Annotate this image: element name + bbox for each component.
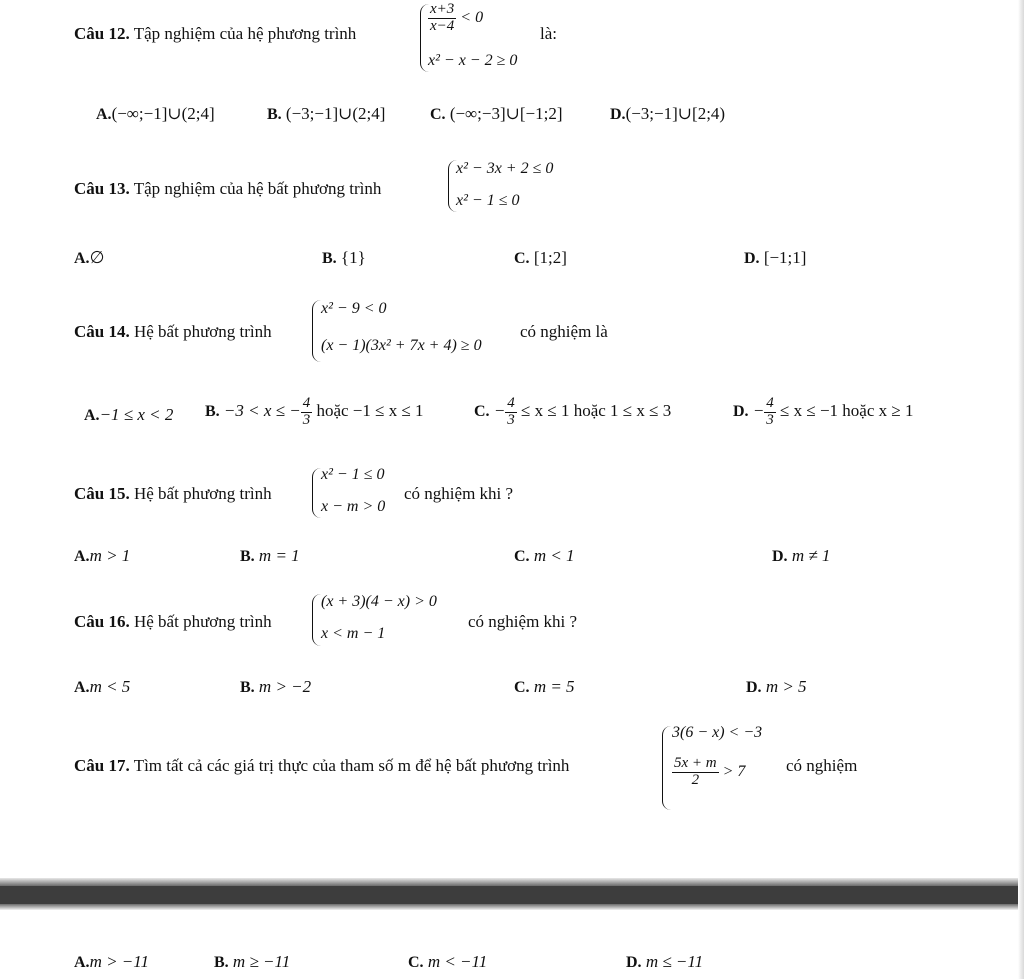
q15-option-c[interactable]: C. m < 1 <box>514 546 575 565</box>
question-text: Hệ bất phương trình <box>133 484 272 503</box>
system-line-2: x² − x − 2 ≥ 0 <box>428 52 518 69</box>
q17-option-a[interactable]: A.m > −11 <box>74 952 150 971</box>
system-line-1: (x + 3)(4 − x) > 0 <box>321 593 437 610</box>
q16-option-b[interactable]: B. m > −2 <box>240 677 312 696</box>
q13-option-b[interactable]: B. {1} <box>322 248 366 267</box>
system-brace <box>312 468 321 518</box>
question-text: Tập nghiệm của hệ bất phương trình <box>133 179 382 198</box>
system-brace <box>662 726 671 810</box>
q17-option-c[interactable]: C. m < −11 <box>408 952 488 971</box>
q12-option-a[interactable]: A.(−∞;−1]∪(2;4] <box>96 104 215 123</box>
q14-option-c[interactable]: C. − $\frac{4}{3}$ ≤ x ≤ 1 hoặc 1 ≤ x ≤ 3 <box>474 395 672 428</box>
page-break <box>0 886 1024 904</box>
page-edge-shadow <box>1018 0 1024 979</box>
system-line-1: x² − 9 < 0 <box>321 300 387 317</box>
question-label: Câu 15. <box>74 484 130 503</box>
question-label: Câu 16. <box>74 612 130 631</box>
q13-option-d[interactable]: D. [−1;1] <box>744 248 807 267</box>
question-suffix: có nghiệm khi ? <box>468 612 578 631</box>
q17-option-d[interactable]: D. m ≤ −11 <box>626 952 704 971</box>
q13-option-c[interactable]: C. [1;2] <box>514 248 567 267</box>
system-line-1: x² − 3x + 2 ≤ 0 <box>456 160 554 177</box>
q16-option-c[interactable]: C. m = 5 <box>514 677 575 696</box>
system-line-1: $\frac{x+3}{x-4}$ < 0 <box>430 1 484 34</box>
question-14-stem <box>74 322 272 342</box>
system-brace <box>312 300 321 362</box>
system-brace <box>312 594 321 646</box>
question-suffix: có nghiệm <box>786 756 858 775</box>
q12-option-d[interactable]: D.(−3;−1]∪[2;4) <box>610 104 726 123</box>
question-text: Tìm tất cả các giá trị thực của tham số m để hệ bất phương trình <box>133 756 570 775</box>
q13-option-a[interactable]: A.∅ <box>74 248 105 267</box>
question-15-stem <box>74 484 272 504</box>
q14-option-a[interactable]: A.−1 ≤ x < 2 <box>84 405 174 424</box>
q12-option-c[interactable]: C. (−∞;−3]∪[−1;2] <box>430 104 563 123</box>
page-break-shadow <box>0 904 1024 910</box>
question-suffix: là: <box>540 24 557 43</box>
question-text: Hệ bất phương trình <box>133 612 272 631</box>
q15-option-a[interactable]: A.m > 1 <box>74 546 131 565</box>
question-suffix: có nghiệm khi ? <box>404 484 514 503</box>
q15-option-b[interactable]: B. m = 1 <box>240 546 300 565</box>
question-label: Câu 12. <box>74 24 130 43</box>
page-break-shadow <box>0 878 1024 886</box>
q16-option-a[interactable]: A.m < 5 <box>74 677 131 696</box>
question-13-stem <box>74 179 381 199</box>
question-text: Tập nghiệm của hệ phương trình <box>133 24 357 43</box>
question-suffix: có nghiệm là <box>520 322 608 341</box>
system-line-2: x < m − 1 <box>321 625 386 642</box>
question-16-stem <box>74 612 272 632</box>
system-line-2: x² − 1 ≤ 0 <box>456 192 520 209</box>
question-label: Câu 13. <box>74 179 130 198</box>
system-line-2: x − m > 0 <box>321 498 386 515</box>
question-12-stem <box>74 24 356 44</box>
q15-option-d[interactable]: D. m ≠ 1 <box>772 546 831 565</box>
question-17-stem <box>74 756 569 776</box>
question-label: Câu 17. <box>74 756 130 775</box>
q16-option-d[interactable]: D. m > 5 <box>746 677 807 696</box>
system-line-2: $\frac{5x + m}{2}$ > 7 <box>674 755 746 788</box>
q17-option-b[interactable]: B. m ≥ −11 <box>214 952 291 971</box>
question-text: Hệ bất phương trình <box>133 322 272 341</box>
system-line-2: (x − 1)(3x² + 7x + 4) ≥ 0 <box>321 337 482 354</box>
question-label: Câu 14. <box>74 322 130 341</box>
system-line-1: 3(6 − x) < −3 <box>672 724 763 741</box>
q12-option-b[interactable]: B. (−3;−1]∪(2;4] <box>267 104 386 123</box>
q14-option-b[interactable]: B. −3 < x ≤ − $\frac{4}{3}$ hoặc −1 ≤ x ≤ 1 <box>205 395 424 428</box>
q14-option-d[interactable]: D. − $\frac{4}{3}$ ≤ x ≤ −1 hoặc x ≥ 1 <box>733 395 914 428</box>
system-line-1: x² − 1 ≤ 0 <box>321 466 385 483</box>
